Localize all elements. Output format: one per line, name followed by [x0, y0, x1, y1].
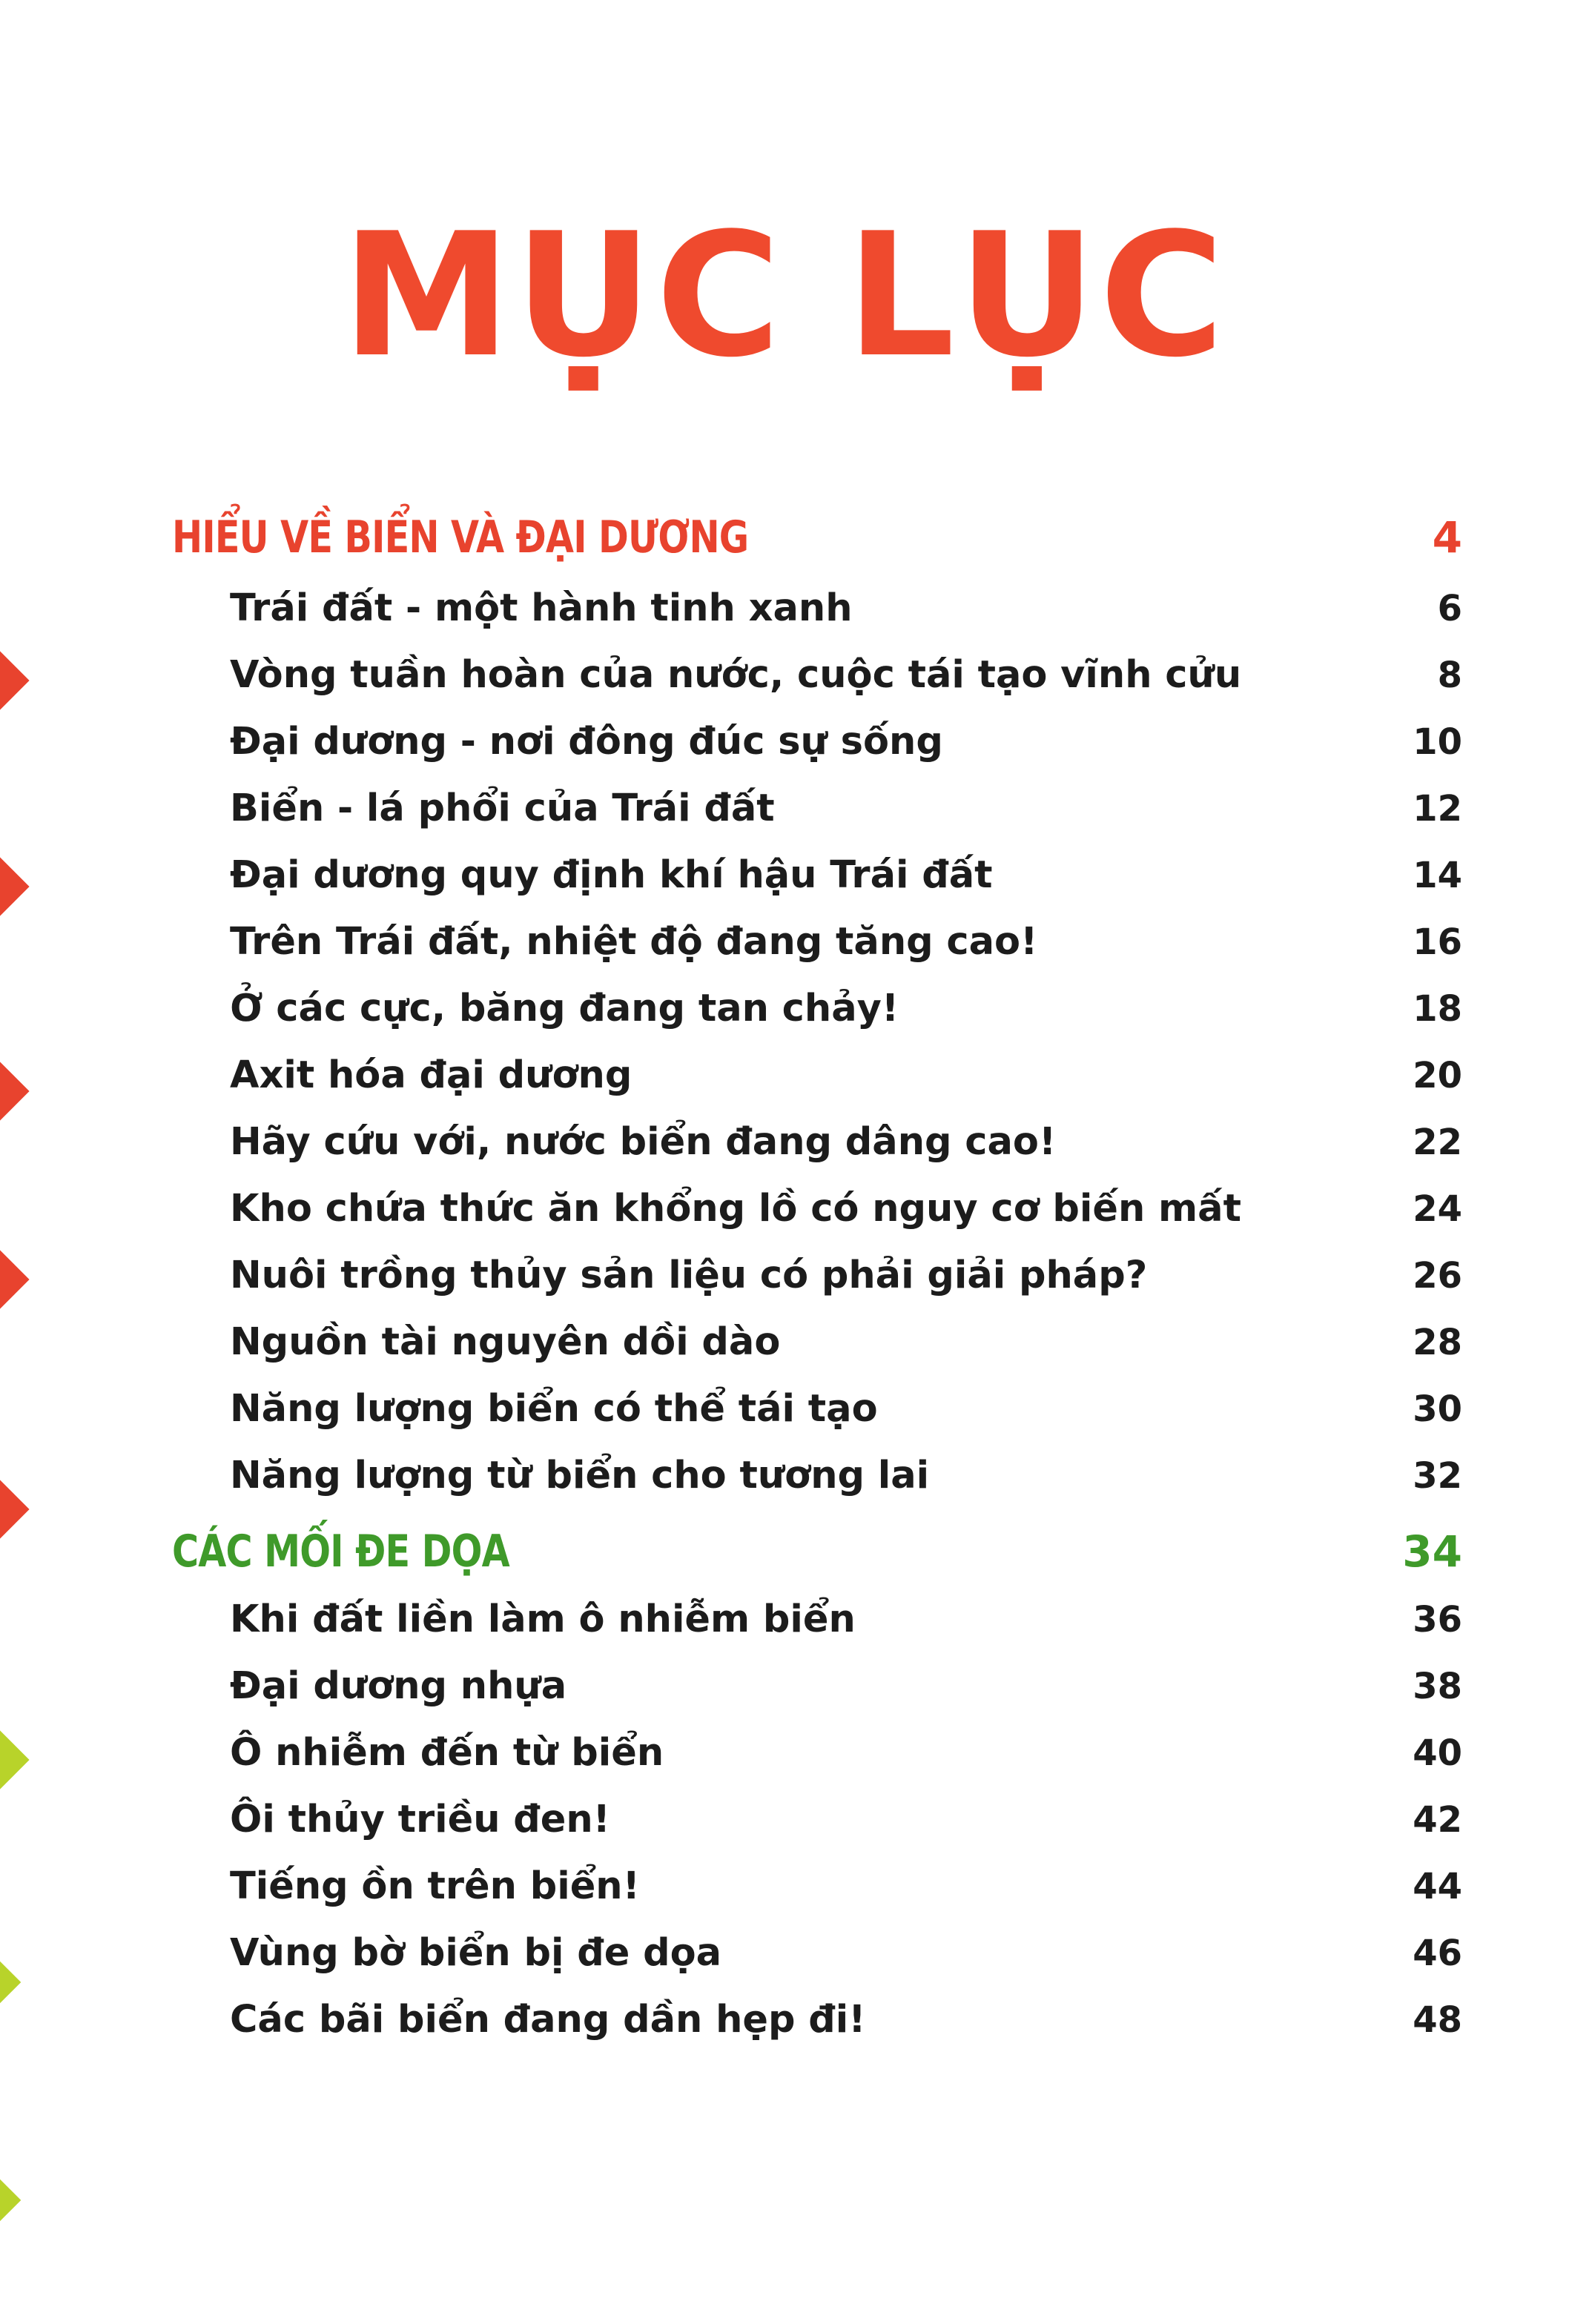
- edge-marker: [0, 1062, 30, 1120]
- toc-entry: [230, 1376, 1462, 1443]
- entry-page-number: 26: [1413, 1255, 1462, 1297]
- toc-entry: [230, 642, 1462, 709]
- entry-page-number: 12: [1413, 788, 1462, 830]
- entry-title: Biển - lá phổi của Trái đất: [230, 787, 775, 830]
- toc-entry: [230, 1720, 1462, 1787]
- entry-title: Trên Trái đất, nhiệt độ đang tăng cao!: [230, 920, 1038, 964]
- toc-entry: [230, 1920, 1462, 1987]
- entry-title: Ô nhiễm đến từ biển: [230, 1731, 664, 1775]
- toc-entry: [230, 575, 1462, 642]
- entry-title: Các bãi biển đang dần hẹp đi!: [230, 1998, 866, 2042]
- toc-entry: [230, 1309, 1462, 1376]
- toc-entry: [230, 1176, 1462, 1242]
- entry-title: Đại dương - nơi đông đúc sự sống: [230, 720, 943, 764]
- toc-entry: [230, 1653, 1462, 1720]
- toc-entry: [230, 1987, 1462, 2053]
- entry-title: Đại dương nhựa: [230, 1664, 567, 1708]
- entry-title: Khi đất liền làm ô nhiễm biển: [230, 1598, 856, 1641]
- entry-page-number: 8: [1437, 655, 1462, 696]
- entry-page-number: 38: [1413, 1666, 1462, 1707]
- toc-entry: [230, 709, 1462, 775]
- section-title: HIỂU VỀ BIỂN VÀ ĐẠI DƯƠNG: [172, 512, 749, 563]
- entry-page-number: 44: [1413, 1866, 1462, 1907]
- entry-page-number: 22: [1413, 1122, 1462, 1163]
- entry-title: Vùng bờ biển bị đe dọa: [230, 1931, 722, 1975]
- entry-title: Nguồn tài nguyên dồi dào: [230, 1320, 781, 1364]
- entry-title: Ôi thủy triều đen!: [230, 1798, 610, 1841]
- toc-entry: [230, 1042, 1462, 1109]
- page-title: MỤC LỤC: [341, 197, 1228, 395]
- entry-page-number: 48: [1413, 1999, 1462, 2041]
- entry-page-number: 32: [1413, 1455, 1462, 1497]
- entry-title: Tiếng ồn trên biển!: [230, 1864, 640, 1908]
- entry-title: Đại dương quy định khí hậu Trái đất: [230, 853, 993, 897]
- edge-marker: [0, 1250, 30, 1308]
- toc-entry: [230, 842, 1462, 909]
- toc-entry: [230, 909, 1462, 976]
- entry-title: Năng lượng từ biển cho tương lai: [230, 1454, 930, 1497]
- toc-entry: [230, 1787, 1462, 1853]
- entry-page-number: 28: [1413, 1322, 1462, 1363]
- entry-page-number: 20: [1413, 1055, 1462, 1096]
- toc-entry: [230, 1242, 1462, 1309]
- toc-entry: [230, 976, 1462, 1042]
- edge-marker: [0, 857, 30, 916]
- entry-page-number: 40: [1413, 1732, 1462, 1774]
- toc-entry: [230, 775, 1462, 842]
- toc-entry: [230, 1109, 1462, 1176]
- entry-title: Ở các cực, băng đang tan chảy!: [230, 987, 899, 1030]
- entry-page-number: 16: [1413, 921, 1462, 963]
- entry-title: Hãy cứu với, nước biển đang dâng cao!: [230, 1120, 1057, 1164]
- edge-marker: [0, 1962, 21, 2004]
- section-title: CÁC MỐI ĐE DỌA: [172, 1526, 509, 1578]
- toc-entry: [230, 1586, 1462, 1653]
- entry-title: Axit hóa đại dương: [230, 1053, 632, 1097]
- entry-page-number: 24: [1413, 1188, 1462, 1230]
- section-page-number: 4: [1432, 512, 1462, 563]
- toc-entry: [230, 1443, 1462, 1509]
- entry-title: Năng lượng biển có thể tái tạo: [230, 1387, 878, 1431]
- entry-page-number: 30: [1413, 1388, 1462, 1430]
- entry-page-number: 36: [1413, 1599, 1462, 1641]
- entry-title: Trái đất - một hành tinh xanh: [230, 586, 853, 630]
- edge-marker: [0, 1480, 30, 1538]
- entry-page-number: 14: [1413, 855, 1462, 896]
- toc-entry: [230, 1853, 1462, 1920]
- section-page-number: 34: [1402, 1526, 1462, 1577]
- entry-page-number: 46: [1413, 1933, 1462, 1974]
- section-heading: [172, 504, 1462, 571]
- entry-page-number: 42: [1413, 1799, 1462, 1841]
- edge-marker: [0, 2179, 21, 2222]
- edge-marker: [0, 651, 30, 709]
- entry-page-number: 10: [1413, 721, 1462, 763]
- entry-title: Kho chứa thức ăn khổng lồ có nguy cơ biến mất: [230, 1187, 1241, 1231]
- entry-title: Nuôi trồng thủy sản liệu có phải giải pháp?: [230, 1254, 1148, 1297]
- section-heading: [172, 1518, 1462, 1585]
- entry-page-number: 6: [1437, 588, 1462, 629]
- entry-title: Vòng tuần hoàn của nước, cuộc tái tạo vĩnh cửu: [230, 653, 1242, 697]
- edge-marker: [0, 1730, 30, 1789]
- entry-page-number: 18: [1413, 988, 1462, 1030]
